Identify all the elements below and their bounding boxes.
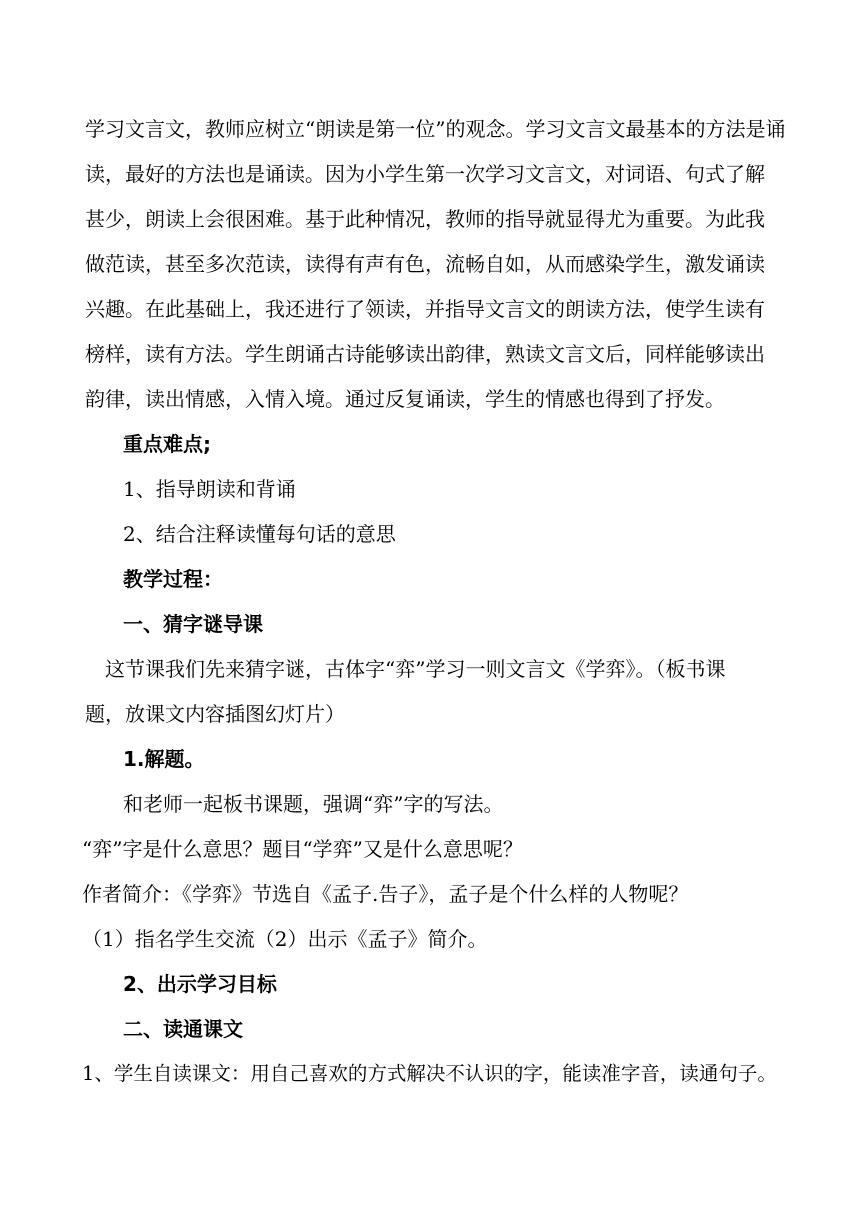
intro-line-4: 做范读，甚至多次范读，读得有声有色，流畅自如，从而感染学生，激发诵读: [85, 252, 765, 276]
intro-line-3: 甚少，朗读上会很困难。基于此种情况，教师的指导就显得尤为重要。为此我: [85, 207, 765, 231]
sub1-line-2: “弈”字是什么意思？题目“学弈”又是什么意思呢？: [82, 837, 523, 861]
section1-para-line-1: 这节课我们先来猜字谜，古体字“弈”学习一则文言文《学弈》。（板书课: [105, 657, 726, 681]
key-point-2: 2、结合注释读懂每句话的意思: [123, 522, 396, 546]
section2-line-1: 1、学生自读课文：用自己喜欢的方式解决不认识的字，能读准字音，读通句子。: [82, 1062, 777, 1085]
sub1-line-3: 作者简介：《学弈》节选自《孟子.告子》，孟子是个什么样的人物呢？: [82, 882, 689, 906]
intro-line-6: 榜样，读有方法。学生朗诵古诗能够读出韵律，熟读文言文后，同样能够读出: [85, 342, 765, 366]
section1-heading: 一、猜字谜导课: [123, 612, 263, 636]
key-point-1: 1、指导朗读和背诵: [123, 477, 296, 501]
sub1-line-4: （1）指名学生交流（2）出示《孟子》简介。: [82, 927, 488, 951]
intro-line-5: 兴趣。在此基础上，我还进行了领读，并指导文言文的朗读方法，使学生读有: [85, 297, 765, 321]
section2-heading: 二、读通课文: [123, 1017, 243, 1041]
sub1-line-1: 和老师一起板书课题，强调“弈”字的写法。: [123, 792, 504, 816]
sub1-heading: 1.解题。: [123, 747, 205, 771]
intro-line-2: 读，最好的方法也是诵读。因为小学生第一次学习文言文，对词语、句式了解: [85, 162, 765, 186]
key-points-heading: 重点难点;: [123, 432, 211, 456]
intro-line-1: 学习文言文，教师应树立“朗读是第一位”的观念。学习文言文最基本的方法是诵: [85, 117, 786, 141]
process-heading: 教学过程：: [123, 567, 223, 591]
sub2-heading: 2、出示学习目标: [123, 972, 277, 996]
intro-line-7: 韵律，读出情感，入情入境。通过反复诵读，学生的情感也得到了抒发。: [85, 387, 725, 411]
section1-para-line-2: 题，放课文内容插图幻灯片）: [85, 702, 345, 726]
